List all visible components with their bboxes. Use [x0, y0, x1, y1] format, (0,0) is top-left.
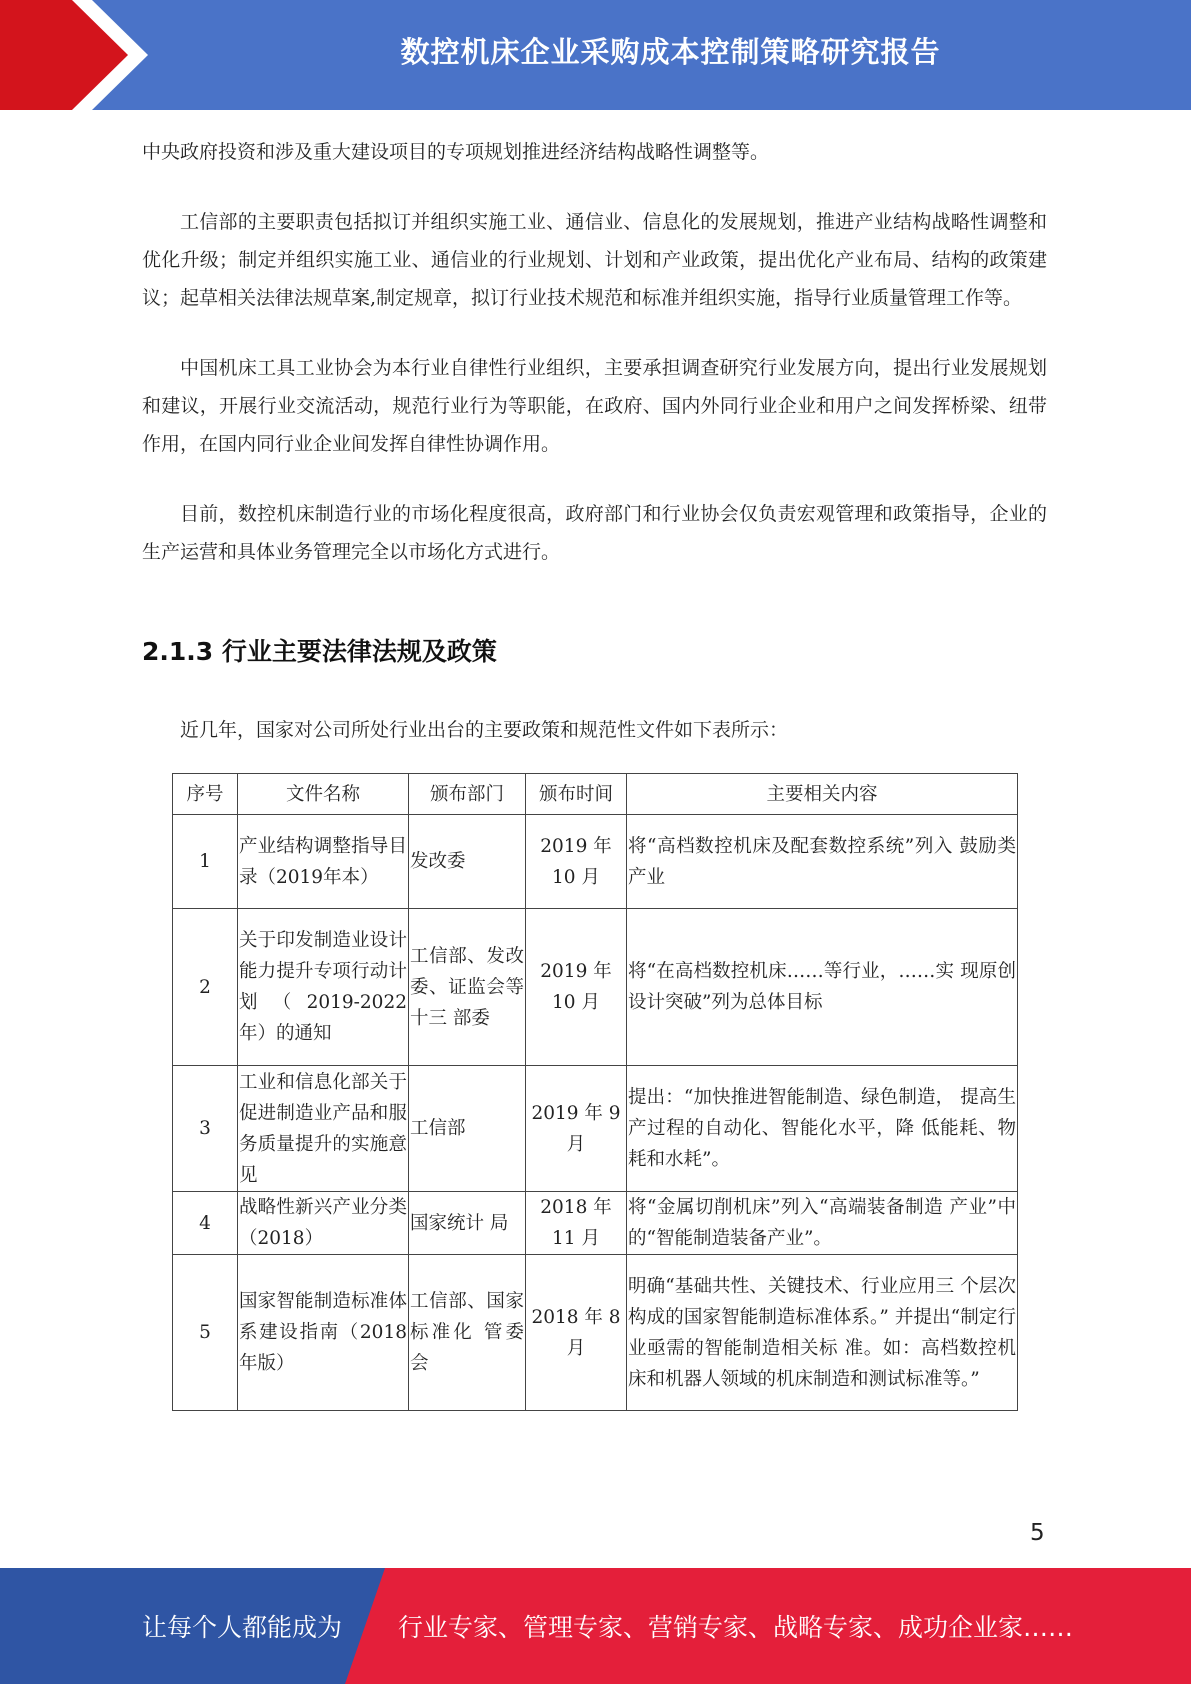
cell-dept: 工信部: [409, 1066, 526, 1192]
section-heading: 2.1.3 行业主要法律法规及政策: [142, 637, 497, 666]
paragraph-1: 中央政府投资和涉及重大建设项目的专项规划推进经济结构战略性调整等。: [142, 141, 770, 163]
section-intro-wrap: [142, 711, 1047, 749]
cell-content: 将“金属切削机床”列入“高端装备制造 产业”中的“智能制造装备产业”。: [627, 1192, 1018, 1255]
header-chevron-icon: [0, 0, 150, 110]
cell-content: 明确“基础共性、关键技术、行业应用三 个层次构成的国家智能制造标准体系。” 并提出“制定行业亟需的智能制造相关标 准。如：高档数控机床和机器人领域的机床制造和测试标准等。”: [627, 1255, 1018, 1411]
cell-dept: 工信部、国家标准化 管委会: [409, 1255, 526, 1411]
cell-content: 提出：“加快推进智能制造、绿色制造， 提高生产过程的自动化、智能化水平，降 低能耗、物耗和水耗”。: [627, 1066, 1018, 1192]
cell-no: 3: [173, 1066, 238, 1192]
cell-time: 2018 年 8 月: [526, 1255, 627, 1411]
section-intro: 近几年，国家对公司所处行业出台的主要政策和规范性文件如下表所示：: [180, 719, 789, 741]
cell-no: 1: [173, 815, 238, 909]
table-row: [173, 1255, 1018, 1411]
cell-time: 2019 年 9 月: [526, 1066, 627, 1192]
cell-content: 将“高档数控机床及配套数控系统”列入 鼓励类产业: [627, 815, 1018, 909]
table-row: [173, 909, 1018, 1066]
header-content: 主要相关内容: [627, 774, 1018, 815]
table-header-row: [173, 774, 1018, 815]
cell-no: 5: [173, 1255, 238, 1411]
page-number: 5: [1030, 1520, 1045, 1546]
cell-no: 2: [173, 909, 238, 1066]
table-row: [173, 815, 1018, 909]
paragraph-4: 目前，数控机床制造行业的市场化程度很高，政府部门和行业协会仅负责宏观管理和政策指导，企业的生产运营和具体业务管理完全以市场化方式进行。: [142, 503, 1047, 563]
paragraph-2: 工信部的主要职责包括拟订并组织实施工业、通信业、信息化的发展规划，推进产业结构战略性调整和优化升级；制定并组织实施工业、通信业的行业规划、计划和产业政策，提出优化产业布局、结构的政策建议；起草相关法律法规草案,制定规章，拟订行业技术规范和标准并组织实施，指导行业质量管理工作等。: [142, 211, 1047, 309]
cell-time: 2018 年 11 月: [526, 1192, 627, 1255]
report-title: 数控机床企业采购成本控制策略研究报告: [400, 34, 941, 69]
cell-name: 战略性新兴产业分类（2018）: [238, 1192, 409, 1255]
cell-dept: 工信部、发改委、证监会等十三 部委: [409, 909, 526, 1066]
cell-dept: 发改委: [409, 815, 526, 909]
cell-name: 国家智能制造标准体系建设指南（2018 年版）: [238, 1255, 409, 1411]
header-no: 序号: [173, 774, 238, 815]
table-row: [173, 1066, 1018, 1192]
cell-name: 关于印发制造业设计能力提升专项行动计划（2019-2022 年）的通知: [238, 909, 409, 1066]
header-time: 颁布时间: [526, 774, 627, 815]
header-name: 文件名称: [238, 774, 409, 815]
cell-no: 4: [173, 1192, 238, 1255]
table-row: [173, 1192, 1018, 1255]
cell-name: 产业结构调整指导目录（2019年本）: [238, 815, 409, 909]
page-footer: [0, 1568, 1191, 1684]
policy-table: [172, 773, 1018, 1411]
page-header: [0, 0, 1191, 110]
footer-slogan-left: 让每个人都能成为: [142, 1613, 343, 1642]
footer-slogan-right: 行业专家、管理专家、营销专家、战略专家、成功企业家……: [398, 1613, 1074, 1642]
cell-dept: 国家统计 局: [409, 1192, 526, 1255]
header-dept: 颁布部门: [409, 774, 526, 815]
body-text: [142, 133, 1047, 571]
cell-name: 工业和信息化部关于促进制造业产品和服务质量提升的实施意见: [238, 1066, 409, 1192]
paragraph-3: 中国机床工具工业协会为本行业自律性行业组织，主要承担调查研究行业发展方向，提出行业发展规划和建议，开展行业交流活动，规范行业行为等职能，在政府、国内外同行业企业和用户之间发挥桥梁、纽带作用，在国内同行业企业间发挥自律性协调作用。: [142, 357, 1047, 455]
cell-time: 2019 年 10 月: [526, 815, 627, 909]
cell-content: 将“在高档数控机床……等行业，……实 现原创设计突破”列为总体目标: [627, 909, 1018, 1066]
cell-time: 2019 年 10 月: [526, 909, 627, 1066]
